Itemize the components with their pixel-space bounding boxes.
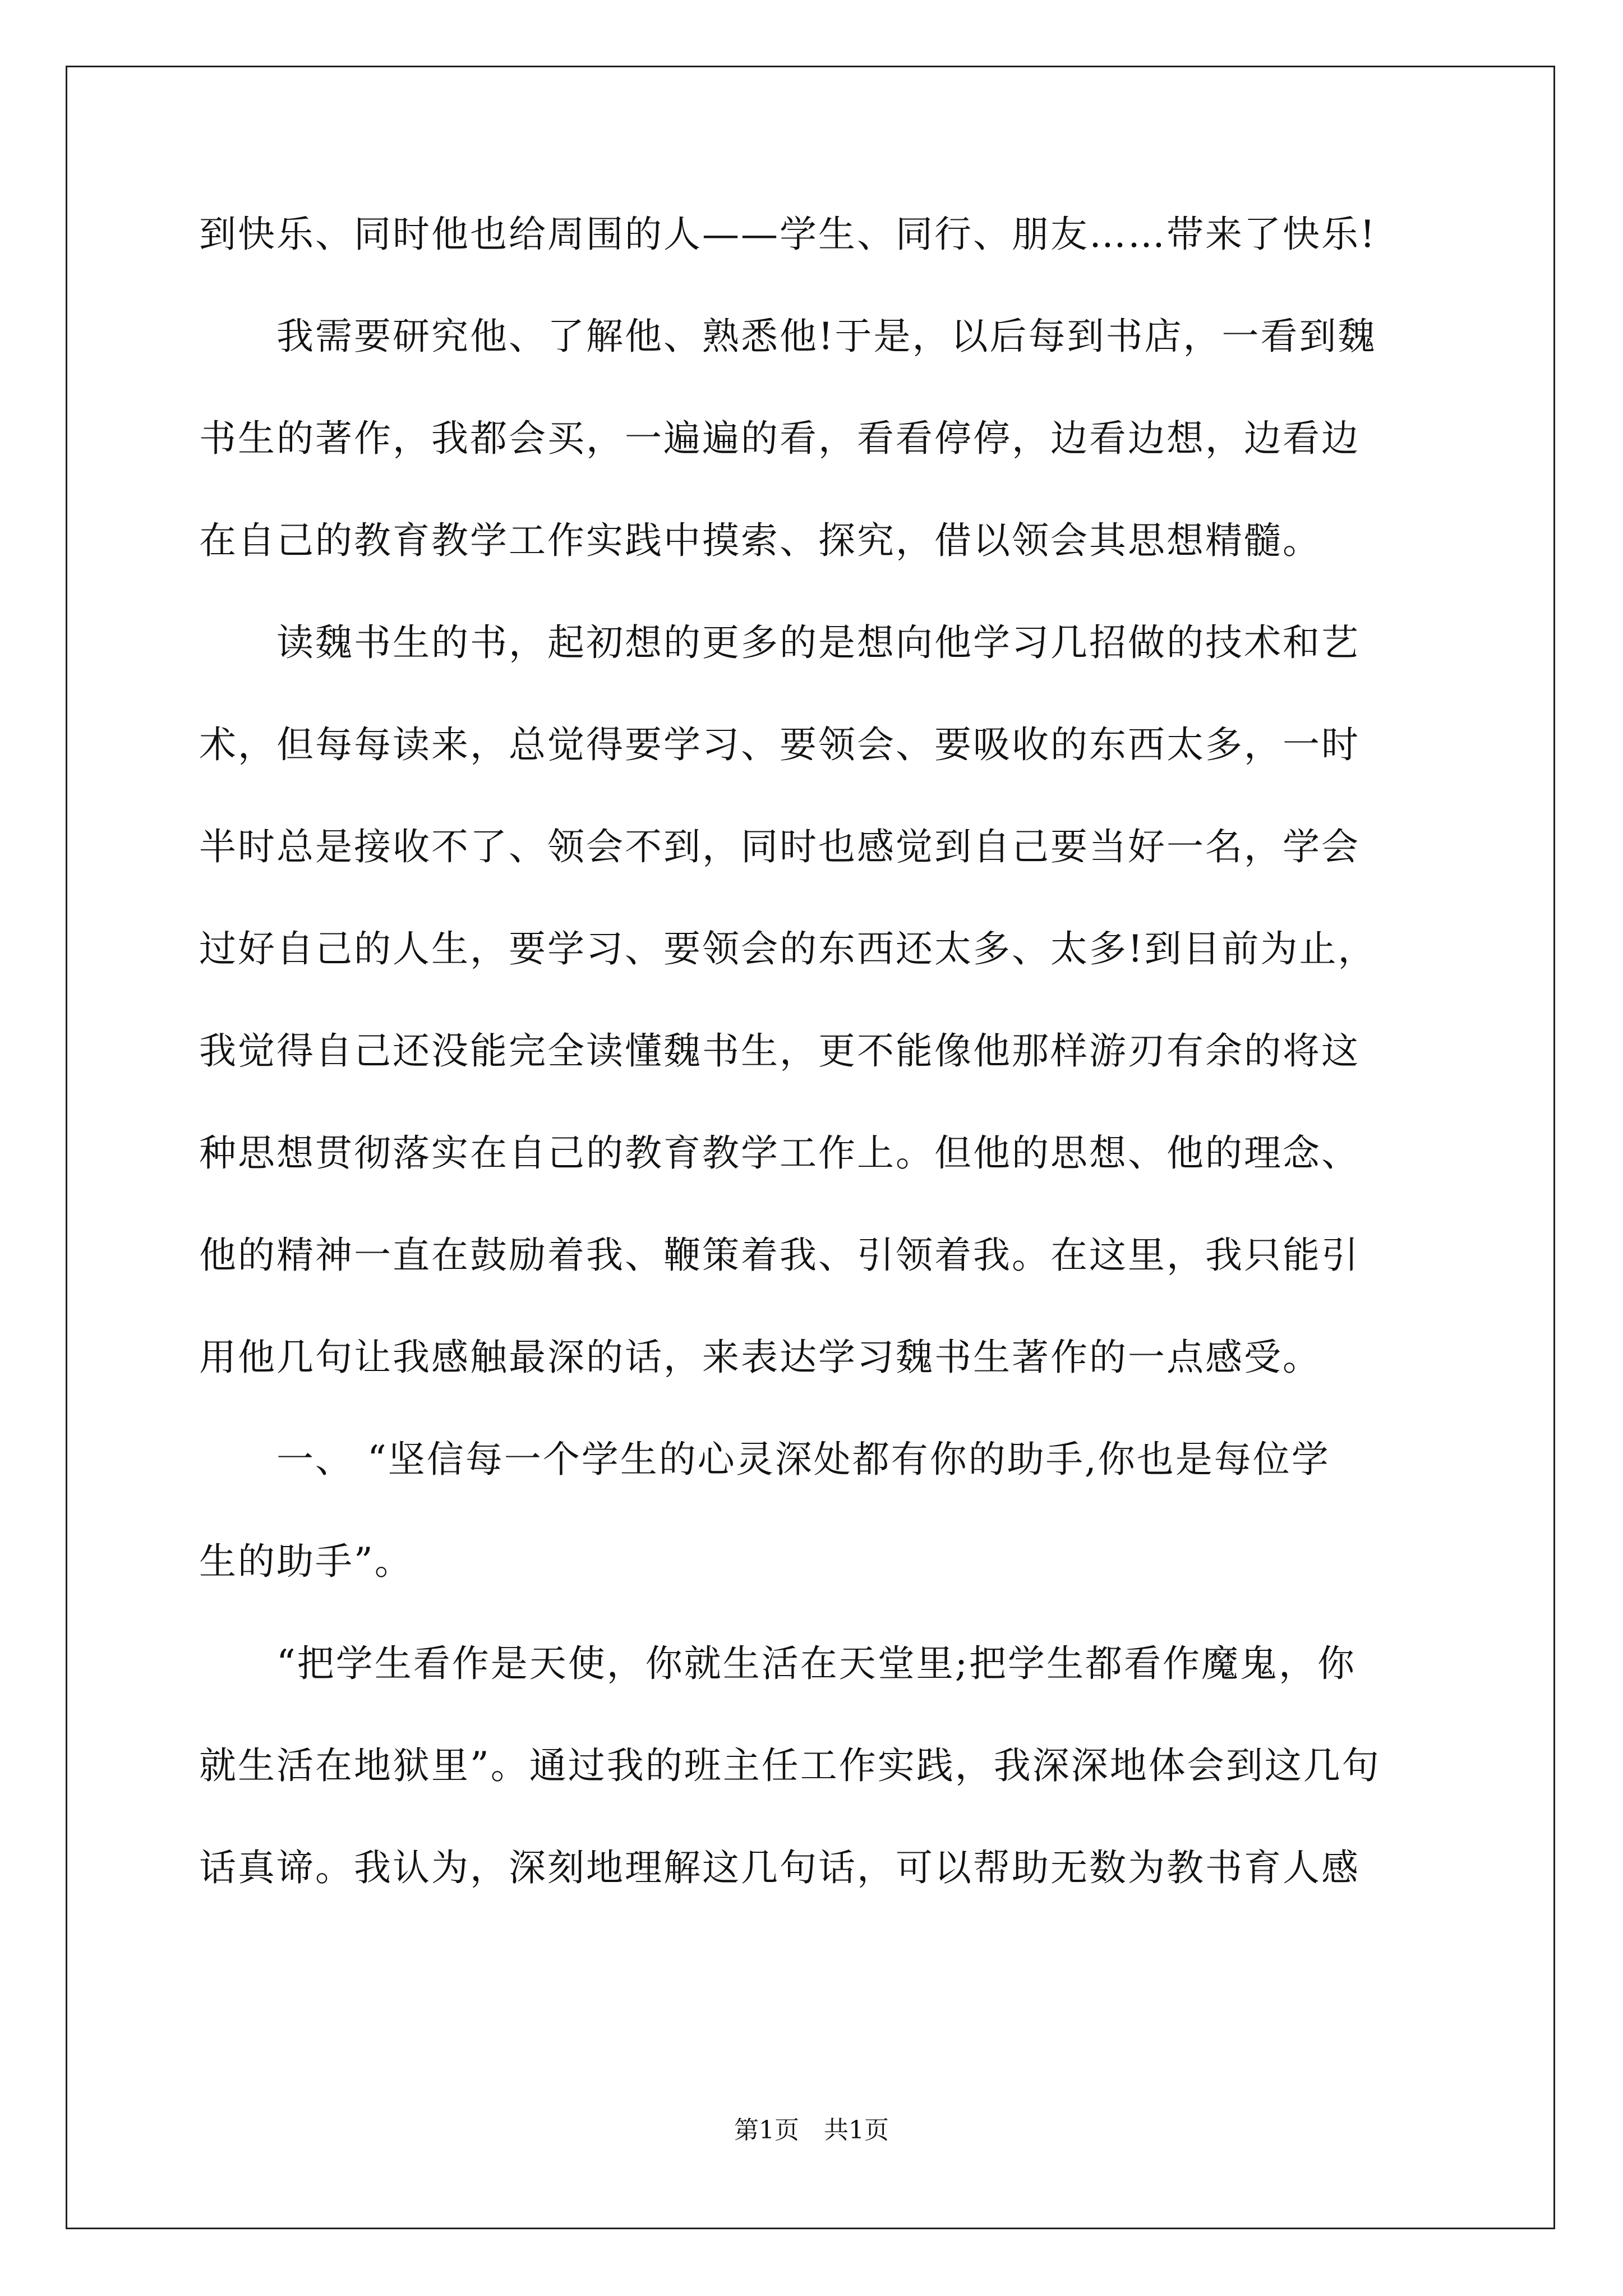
- text-line: 他的精神一直在鼓励着我、鞭策着我、引领着我。在这里，我只能引: [199, 1234, 1360, 1277]
- text-line: 我需要研究他、了解他、熟悉他!于是，以后每到书店，一看到魏: [199, 315, 1377, 358]
- text-line: 就生活在地狱里”。通过我的班主任工作实践，我深深地体会到这几句: [199, 1744, 1381, 1787]
- text-line: 我觉得自己还没能完全读懂魏书生，更不能像他那样游刃有余的将这: [199, 1029, 1360, 1073]
- text-line: 半时总是接收不了、领会不到，同时也感觉到自己要当好一名，学会: [199, 825, 1360, 868]
- text-line: 术，但每每读来，总觉得要学习、要领会、要吸收的东西太多，一时: [199, 723, 1360, 766]
- text-line: 过好自己的人生，要学习、要领会的东西还太多、太多!到目前为止，: [199, 927, 1377, 970]
- text-line: 生的助手”。: [199, 1540, 413, 1583]
- text-line: 书生的著作，我都会买，一遍遍的看，看看停停，边看边想，边看边: [199, 417, 1360, 460]
- text-line: 读魏书生的书，起初想的更多的是想向他学习几招做的技术和艺: [199, 621, 1360, 664]
- text-line: 到快乐、同时他也给周围的人——学生、同行、朋友……带来了快乐!: [199, 213, 1377, 256]
- text-line: 在自己的教育教学工作实践中摸索、探究，借以领会其思想精髓。: [199, 519, 1321, 562]
- text-line: 一、 “坚信每一个学生的心灵深处都有你的助手,你也是每位学: [199, 1438, 1330, 1481]
- text-line: “把学生看作是天使，你就生活在天堂里;把学生都看作魔鬼，你: [199, 1642, 1356, 1685]
- text-line: 用他几句让我感触最深的话，来表达学习魏书生著作的一点感受。: [199, 1336, 1321, 1379]
- text-line: 话真谛。我认为，深刻地理解这几句话，可以帮助无数为教书育人感: [199, 1846, 1360, 1889]
- page-number-footer: 第1页 共1页: [734, 2116, 889, 2145]
- text-line: 种思想贯彻落实在自己的教育教学工作上。但他的思想、他的理念、: [199, 1131, 1360, 1175]
